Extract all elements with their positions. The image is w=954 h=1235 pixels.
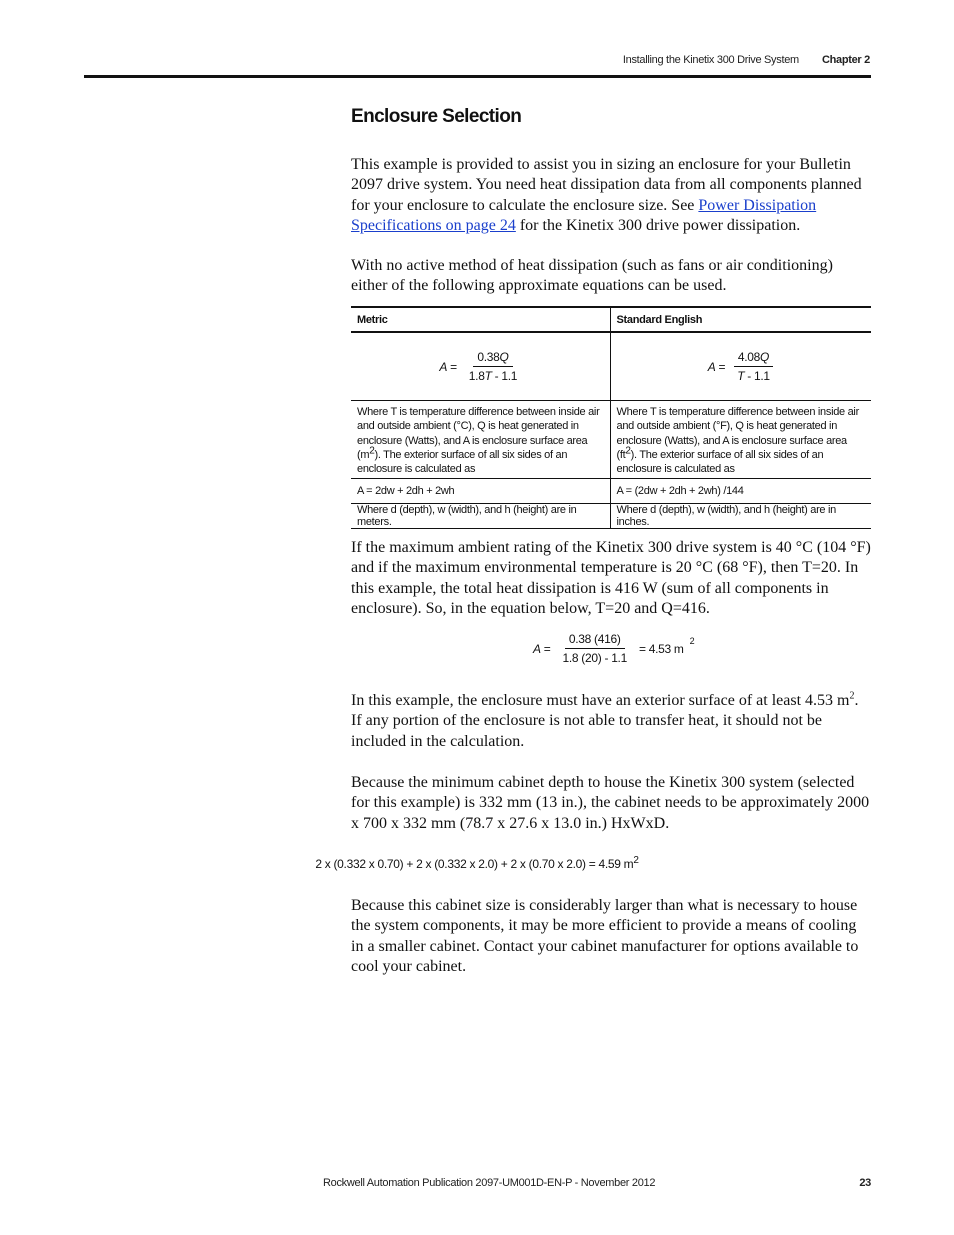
header-rule (84, 75, 871, 78)
english-description: Where T is temperature difference between inside air and outside ambient (°F), Q is heat generated in enclosure (Watts), and A is enclosure surface area $(ft^2)$. The exterior surface of all six sides of an enclosure is calculated as (610, 401, 871, 479)
surface-paragraph: In this example, the enclosure must have an exterior surface of at least 4.53 $m^2$. If any portion of the enclosure is not able to transfer heat, it should not be included in the calculation. (351, 690, 859, 750)
section-title: Enclosure Selection (351, 106, 522, 127)
power-dissipation-link[interactable]: Power Dissipation Specifications on page 24 (351, 196, 817, 234)
metric-description: Where T is temperature difference between inside air and outside ambient (°C), Q is heat generated in enclosure (Watts), and A is enclosure surface area $(m^2)$. The exterior surface of all six sides of an enclosure is calculated as (357, 406, 600, 476)
no-active-method-paragraph: With no active method of heat dissipation (such as fans or air conditioning) either of the following approximate equations can be used. (351, 257, 833, 295)
closing-paragraph: Because this cabinet size is considerably larger than what is necessary to house the system components, it may be more efficient to provide a means of cooling in a smaller cabinet. Contact your cabinet manufacturer for options available to cool your cabinet. (351, 897, 859, 975)
publication-info: Rockwell Automation Publication 2097-UM001D-EN-P - November 2012 (323, 1177, 656, 1189)
example-paragraph: If the maximum ambient rating of the Kinetix 300 drive system is 40 °C (104 °F) and if the maximum environmental temperature is 20 °C (68 °F), then T=20. In this example, the total heat dissipation is 416 W (sum of all components in enclosure). So, in the equation below, T=20 and Q=416. (351, 539, 871, 617)
metric-formula: A = $\frac{0.38Q}{1.8T - 1.1}$ (439, 350, 518, 383)
english-header: Standard English (610, 307, 871, 332)
cabinet-depth-paragraph: Because the minimum cabinet depth to house the Kinetix 300 system (selected for this example) is 332 mm (13 in.), the cabinet needs to be approximately 2000 x 700 x 332 mm (78.7 x 27.6 x 13.0 in.) HxWxD. (351, 774, 870, 832)
formula-row (351, 332, 871, 401)
metric-header: Metric (357, 313, 388, 326)
page-number: 23 (859, 1177, 871, 1189)
running-header (623, 54, 870, 66)
english-area-formula: A = (2dw + 2dh + 2wh) /144 (610, 479, 871, 504)
enclosure-equations-table (351, 306, 871, 529)
chapter-label: Chapter 2 (821, 54, 870, 66)
intro-paragraph: This example is provided to assist you in sizing an enclosure for your Bulletin 2097 drive system. You need heat dissipation data from all components planned for your enclosure to calculate the enclosure size. See Power Dissipation Specifications on page 24 for the Kinetix 300 drive power dissipation. (351, 156, 862, 234)
english-units-note: Where d (depth), w (width), and h (height) are in inches. (610, 504, 871, 529)
area-formula-row (351, 479, 871, 504)
running-title: Installing the Kinetix 300 Drive System (622, 54, 799, 66)
table-header-row (351, 307, 871, 332)
description-row (351, 401, 871, 479)
metric-units-note: Where d (depth), w (width), and h (height) are in meters. (357, 504, 577, 529)
english-formula: A = $\frac{4.08Q}{T - 1.1}$ (610, 332, 871, 401)
units-row (351, 504, 871, 529)
area-equation: 2 x (0.332 x 0.70) + 2 x (0.332 x 2.0) + 2 x (0.70 x 2.0) = 4.59 $m^2$ (315, 855, 639, 871)
example-equation: A = $\frac{0.38 (416)}{1.8 (20) - 1.1}$ = 4.53 $m^2$ (533, 632, 695, 665)
metric-area-formula: A = 2dw + 2dh + 2wh (357, 485, 455, 498)
